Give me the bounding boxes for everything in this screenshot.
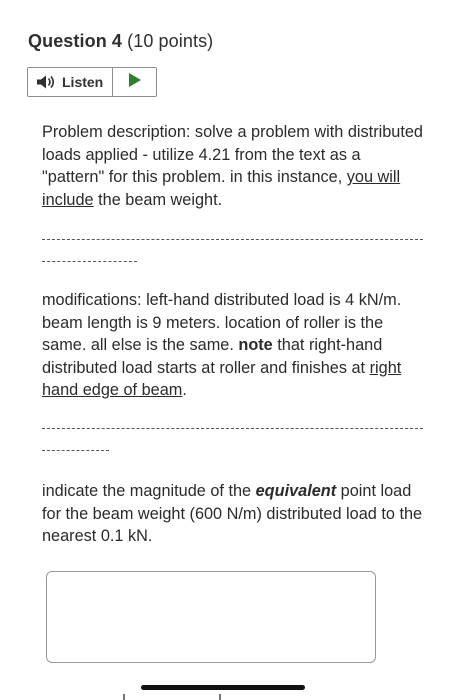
home-indicator[interactable] [141,685,305,690]
cut-off-glyph [123,694,125,700]
modifications-text: modifications: left-hand distributed load is 4 kN/m. beam length is 9 meters. location of roller is the same. all else is the same. [42,291,402,354]
question-prompt-text: indicate the magnitude of the [42,482,256,500]
modifications-end: . [182,381,187,399]
question-number: Question 4 [28,31,123,51]
question-prompt-end: point load for the beam weight (600 N/m) distributed load to the nearest 0.1 kN. [42,482,423,545]
question-prompt [42,480,427,548]
include-beam-weight-underlined: you will include [42,168,401,209]
play-button[interactable] [113,68,156,96]
equivalent-bold-italic: equivalent [255,482,337,500]
note-bold: note [238,336,273,354]
right-hand-edge-underlined: right hand edge of beam [42,358,402,399]
dashed-separator-tail [42,261,137,262]
answer-input[interactable] [46,571,376,663]
dashed-separator-2-tail [42,450,109,451]
problem-description [42,121,427,211]
cut-off-glyph [219,694,221,700]
question-points: (10 points) [127,31,214,51]
modifications-paragraph [42,289,427,402]
problem-description-text: Problem description: solve a problem with distributed loads applied - utilize 4.21 from the text as a "pattern" for this problem. in this instance, [42,123,423,186]
dashed-separator [42,239,423,240]
listen-widget [27,67,157,97]
question-title [28,31,213,52]
play-triangle-icon [129,73,141,92]
speaker-icon [36,75,56,89]
problem-description-end: the beam weight. [93,190,223,209]
modifications-text-2: that right-hand distributed load starts at roller and finishes at [42,336,383,377]
listen-label: Listen [62,74,104,90]
dashed-separator-2 [42,428,423,429]
listen-button[interactable] [28,68,113,96]
